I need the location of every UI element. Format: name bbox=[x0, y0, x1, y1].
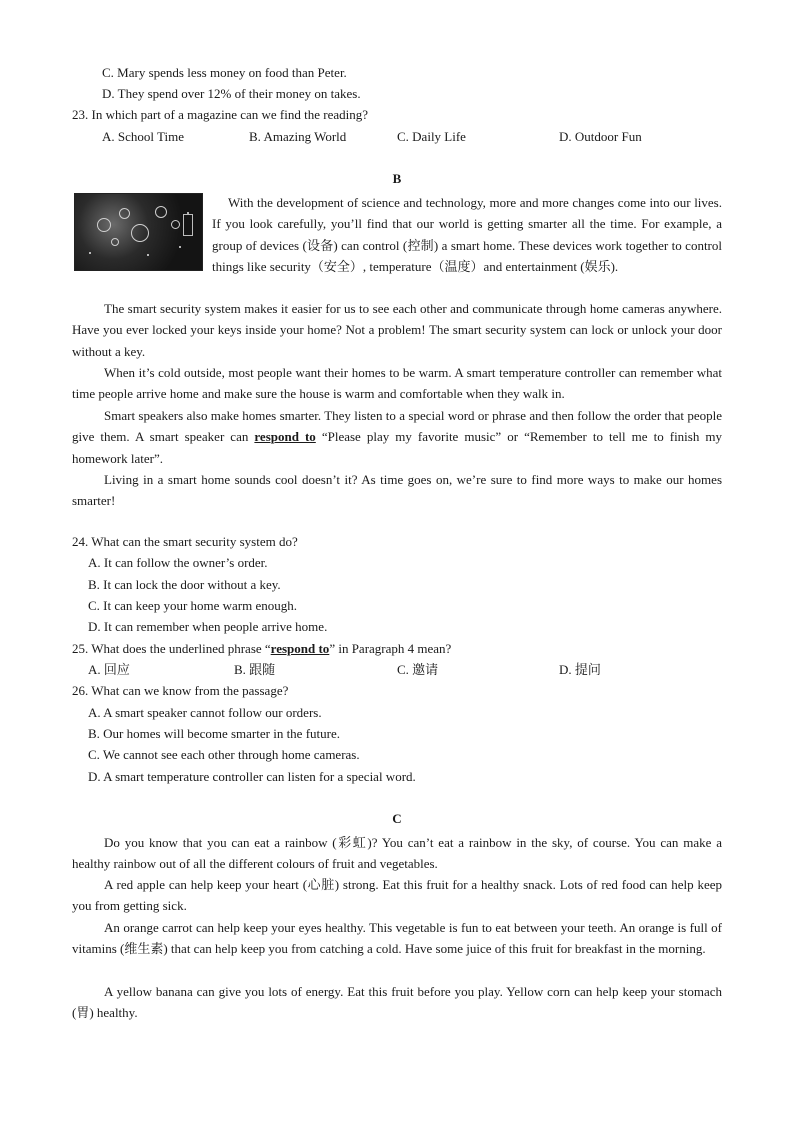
q25-stem-after: ” in Paragraph 4 mean? bbox=[329, 641, 452, 656]
section-b-heading: B bbox=[392, 171, 402, 186]
q22-option-c: C. Mary spends less money on food than Peter. bbox=[102, 65, 347, 80]
section-b-paragraph-3: When it’s cold outside, most people want their homes to be warm. A smart temperature controller can remember what time people arrive home and make sure the house is warm and comfortable when they walk in. bbox=[72, 365, 722, 402]
q25-option-a: A. 回应 bbox=[88, 662, 130, 677]
q26-option-d: D. A smart temperature controller can listen for a special word. bbox=[88, 769, 416, 784]
section-c-paragraph-3: An orange carrot can help keep your eyes healthy. This vegetable is fun to eat between your teeth. An orange is full of vitamins (维生素) that can help keep you from catching a cold. Have some juice of this fruit for breakfast in the morning. bbox=[72, 920, 722, 957]
q24-option-c: C. It can keep your home warm enough. bbox=[88, 598, 298, 613]
q25-stem-before: 25. What does the underlined phrase “ bbox=[72, 641, 271, 656]
q26-stem: 26. What can we know from the passage? bbox=[72, 683, 289, 698]
q25-option-b: B. 跟随 bbox=[234, 662, 276, 677]
q24-option-a: A. It can follow the owner’s order. bbox=[88, 555, 268, 570]
p4-text-before: Smart speakers also make homes smarter. They listen to a special word or phrase and then follow the order that people give them. A smart speaker can bbox=[72, 408, 722, 445]
q26-option-b: B. Our homes will become smarter in the future. bbox=[88, 726, 340, 741]
q25-option-d: D. 提问 bbox=[559, 662, 601, 677]
section-c-paragraph-4: A yellow banana can give you lots of energy. Eat this fruit before you play. Yellow corn can help keep your stomach (胃) healthy. bbox=[72, 984, 722, 1021]
q25-stem-phrase: respond to bbox=[270, 641, 330, 656]
q23-option-b: B. Amazing World bbox=[249, 129, 347, 144]
underlined-phrase: respond to bbox=[254, 429, 316, 445]
q23-stem: 23. In which part of a magazine can we find the reading? bbox=[72, 107, 368, 122]
p4-text-after: “Please play my favorite music” or “Remember to tell me to finish my homework later”. bbox=[72, 429, 722, 466]
section-b-paragraph-5: Living in a smart home sounds cool doesn’t it? As time goes on, we’re sure to find more ways to make our homes smarter! bbox=[72, 472, 722, 509]
q23-option-c: C. Daily Life bbox=[397, 129, 466, 144]
q24-option-b: B. It can lock the door without a key. bbox=[88, 577, 281, 592]
section-c-paragraph-2: A red apple can help keep your heart (心脏) strong. Eat this fruit for a healthy snack. Lots of red food can help keep you from getting sick. bbox=[72, 877, 722, 914]
q25-option-c: C. 邀请 bbox=[397, 662, 439, 677]
q26-option-c: C. We cannot see each other through home cameras. bbox=[88, 747, 360, 762]
section-b-paragraph-4 bbox=[72, 405, 722, 469]
q22-option-d: D. They spend over 12% of their money on takes. bbox=[102, 86, 361, 101]
q26-option-a: A. A smart speaker cannot follow our orders. bbox=[88, 705, 322, 720]
q23-option-a: A. School Time bbox=[102, 129, 184, 144]
section-b-paragraph-2: The smart security system makes it easier for us to see each other and communicate through home cameras anywhere. Have you ever locked your keys inside your home? Not a problem! The smart security system can lock or unlock your door without a key. bbox=[72, 301, 722, 359]
section-c-paragraph-1: Do you know that you can eat a rainbow (彩虹)? You can’t eat a rainbow in the sky, of course. You can make a healthy rainbow out of all the different colours of fruit and vegetables. bbox=[72, 835, 722, 872]
q23-option-d: D. Outdoor Fun bbox=[559, 129, 642, 144]
q24-option-d: D. It can remember when people arrive home. bbox=[88, 619, 328, 634]
section-b-paragraph-1: With the development of science and technology, more and more changes come into our lives. If you look carefully, you’ll find that our world is getting smarter all the time. For example, a group of devices (设备) can control (控制) a smart home. These devices work together to control things like security（安全）, temperature（温度）and entertainment (娱乐). bbox=[212, 195, 722, 274]
q24-stem: 24. What can the smart security system do? bbox=[72, 534, 298, 549]
section-c-heading: C bbox=[392, 811, 402, 826]
q25-stem bbox=[72, 641, 451, 657]
